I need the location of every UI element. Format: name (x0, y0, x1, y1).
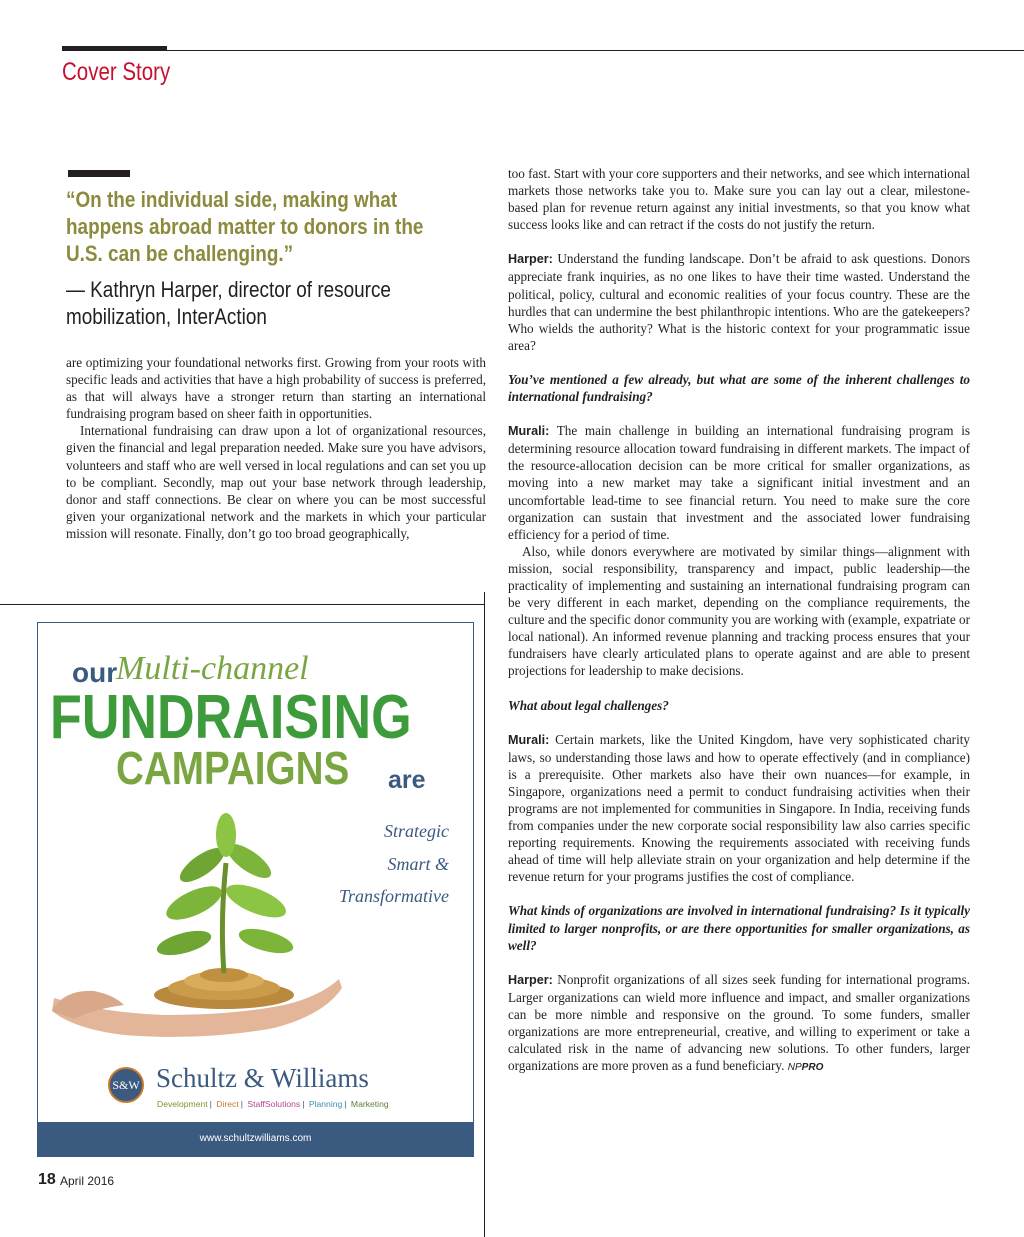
end-signature: NPPRO (787, 1062, 824, 1074)
service-list: Development | Direct | StaffSolutions | Planning | Marketing (157, 1099, 389, 1109)
ad-tagline: Transformative (338, 886, 449, 906)
top-rule-accent (62, 46, 167, 51)
ad-headline-our: our (72, 657, 118, 688)
answer-paragraph (508, 971, 970, 1077)
body-paragraph: are optimizing your foundational networks first. Growing from your roots with specific leads and activities that have a high probability of success is preferred, as that will always have a stronger return than starting an international fundraising program based on sheer faith in opportunities. (66, 355, 486, 422)
advertisement (37, 622, 474, 1157)
pull-quote: “On the individual side, making what happens abroad matter to donors in the U.S. can be challenging.” (66, 187, 424, 266)
answer-paragraph (508, 731, 970, 886)
speaker-name: Harper: (508, 972, 553, 987)
ad-top-rule (0, 604, 484, 605)
right-column (508, 165, 970, 1076)
ad-url[interactable]: www.schultzwilliams.com (38, 1122, 473, 1156)
interview-question: You’ve mentioned a few already, but what are some of the inherent challenges to international fundraising? (508, 371, 970, 405)
service-item: Direct (216, 1099, 239, 1109)
ad-headline-campaigns: CAMPAIGNS (116, 742, 350, 794)
top-rule (62, 50, 1024, 51)
answer-text: Understand the funding landscape. Don’t be afraid to ask questions. Donors appreciate frank inquiries, as no one likes to have their time wasted. Understand the political, policy, cultural and economic realities of your focus country. These are the hurdles that can undermine the best philanthropic intentions. Who are the gatekeepers? Who wields the authority? What is the historic context for your programmatic issue area? (508, 251, 970, 353)
ad-tagline: Smart & (387, 854, 449, 874)
plant-in-hand-icon (44, 783, 344, 1043)
answer-text: Certain markets, like the United Kingdom, have very sophisticated charity laws, so understanding those laws and how to operate effectively (and in compliance) is a prerequisite. Other markets also have their own nuances—for example, in Singapore, organizations need a permit to conduct fundraising activities when their programs are not implemented for communities in Singapore. In India, receiving funds from companies under the new corporate social responsibility law also carries specific reporting requirements. Knowing the requirements associated with receiving funds ahead of time will help alleviate strain on your organization and help determine if the revenue return for your programs justifies the cost of compliance. (508, 731, 970, 885)
section-label: Cover Story (62, 58, 171, 86)
answer-paragraph (508, 422, 970, 543)
ad-headline-fundraising: FUNDRAISING (50, 683, 412, 752)
column-divider (484, 592, 485, 1237)
body-paragraph: too fast. Start with your core supporters and their networks, and see which international markets those networks take you to. Make sure you can lay out a clear, milestone-based plan for revenue return against any initial investments, so that you know what success looks like and can retract if the costs do not justify the return. (508, 166, 970, 233)
pull-quote-bar (68, 170, 130, 177)
ad-headline-multichannel: Multi-channel (116, 650, 309, 687)
service-item: Planning (308, 1099, 343, 1109)
body-paragraph: International fundraising can draw upon a lot of organizational resources, given the financial and legal preparation needed. Make sure you have advisors, volunteers and staff who are well versed in local regulations and can set you up to be compliant. Secondly, map out your base network through leadership, donor and staff connections. Be clear on where you can be most successful given your organizational network and the markets in which your particular mission will resonate. Finally, don’t go too broad geographically, (66, 423, 486, 541)
page-number: 18 (38, 1171, 56, 1188)
service-item: Marketing (350, 1099, 389, 1109)
speaker-name: Murali: (508, 732, 550, 747)
service-item: StaffSolutions (247, 1099, 301, 1109)
left-column (66, 354, 486, 542)
answer-text: Nonprofit organizations of all sizes seek funding for international programs. Larger organizations can wield more influence and impact, and smaller organizations can be more nimble and responsive on the ground. To some funders, smaller organizations are more entrepreneurial, creative, and willing to experiment or take a calculated risk in the name of advancing new solutions. To other funders, larger organizations are more proven as a fund beneficiary. (508, 971, 970, 1074)
speaker-name: Murali: (508, 424, 550, 439)
company-name: Schultz & Williams (156, 1063, 369, 1093)
answer-paragraph (508, 250, 970, 354)
service-item: Development (157, 1099, 208, 1109)
interview-question: What kinds of organizations are involved in international fundraising? Is it typically limited to larger nonprofits, or are there opportunities for smaller organizations, as well? (508, 903, 970, 953)
issue-date: April 2016 (60, 1174, 115, 1188)
ad-headline-are: are (388, 766, 426, 794)
interview-question: What about legal challenges? (508, 697, 669, 713)
pull-quote-attribution: — Kathryn Harper, director of resource mobilization, InterAction (66, 277, 391, 329)
body-paragraph: Also, while donors everywhere are motivated by similar things—alignment with mission, social responsibility, transparency and impact, public leadership—the practicality of implementing and sustaining an international fundraising program can be very different in each market, depending on the compliance requirements, the culture and the specific donor community you are working with (example, expatriate or local national). An informed revenue planning and tracking process ensures that your fundraisers have clearly articulated plans to operate against and are able to present projections for leadership to make decisions. (508, 543, 970, 679)
speaker-name: Harper: (508, 252, 553, 267)
sw-logo-icon: S&W (108, 1067, 144, 1103)
ad-tagline: Strategic (384, 821, 449, 841)
answer-text: The main challenge in building an international fundraising program is determining resource allocation toward fundraising in different markets. The impact of the resource-allocation decision can be more critical for smaller organizations, as moving into a new market may take a significant initial investment and an uncomfortable lead-time to see financial return. You need to make sure the core organization can sustain that investment and the associated lower fundraising efficiency for a period of time. (508, 423, 970, 542)
